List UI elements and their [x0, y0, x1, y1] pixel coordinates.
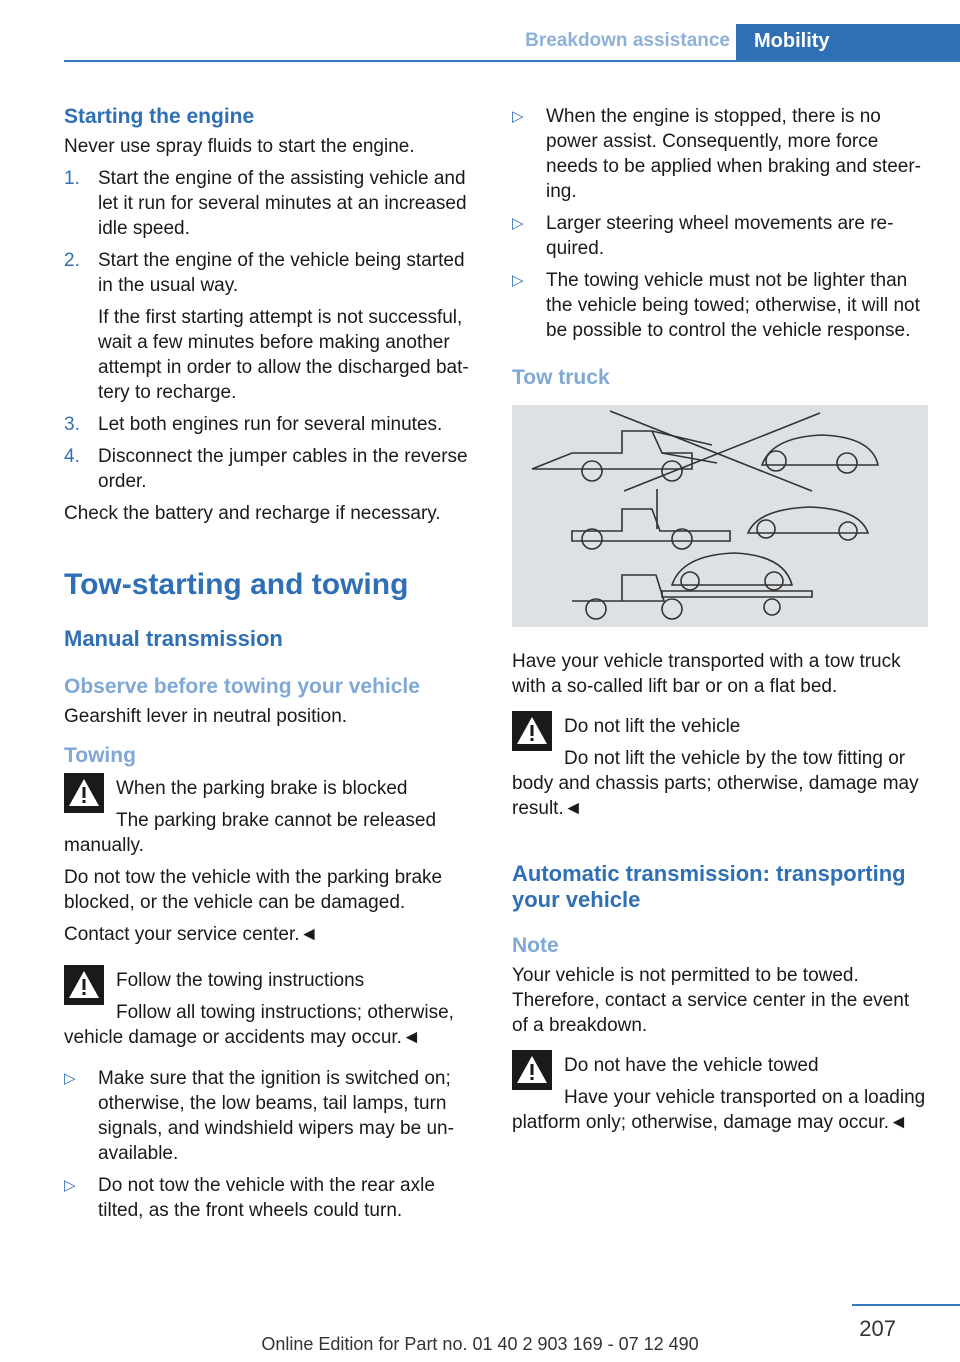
list-item: 4. Disconnect the jumper cables in the reverse order.	[64, 446, 468, 492]
triangle-bullet-icon: ▷	[512, 272, 524, 289]
header-rule	[64, 60, 960, 62]
warning-parking-brake	[64, 773, 480, 858]
warning-icon	[512, 711, 552, 751]
page-header	[64, 24, 960, 62]
triangle-bullet-icon: ▷	[64, 1070, 76, 1087]
footer-rule	[852, 1304, 960, 1306]
warning-do-not-tow	[512, 1050, 928, 1135]
warning-towing-instructions	[64, 965, 480, 1050]
header-chapter-tab: Mobility	[736, 24, 960, 60]
triangle-bullet-icon: ▷	[512, 215, 524, 232]
warning-title: Follow the towing instructions	[116, 970, 365, 991]
left-column	[64, 104, 480, 1230]
header-section-title: Breakdown assistance	[525, 30, 730, 51]
paragraph: Do not tow the vehicle with the parking brake blocked, or the vehicle can be damaged.	[64, 867, 443, 913]
page-number: 207	[859, 1316, 896, 1341]
warning-title: Do not have the vehicle towed	[564, 1055, 819, 1076]
warning-icon	[64, 965, 104, 1005]
list-item: ▷ Larger steering wheel movements are re-quired.	[512, 213, 894, 259]
footer-edition: Online Edition for Part no. 01 40 2 903 169 - 07 12 490	[261, 1334, 699, 1354]
starting-steps-list	[64, 166, 480, 494]
starting-engine-heading: Starting the engine	[64, 105, 255, 128]
tow-starting-heading: Tow-starting and towing	[64, 568, 409, 601]
manual-transmission-heading: Manual transmission	[64, 626, 283, 651]
right-column	[512, 104, 928, 1142]
battery-check-text: Check the battery and recharge if necessary.	[64, 503, 441, 524]
list-item: 1. Start the engine of the assisting vehicle and let it run for several minutes at an increased idle speed.	[64, 168, 467, 239]
tow-truck-heading: Tow truck	[512, 366, 610, 389]
list-item: 3. Let both engines run for several minutes.	[64, 414, 443, 435]
list-item: ▷ Make sure that the ignition is switched on; otherwise, the low beams, tail lamps, turn signals, and windshield wipers may be un-available.	[64, 1068, 454, 1164]
observe-text: Gearshift lever in neutral position.	[64, 706, 348, 727]
towing-heading: Towing	[64, 744, 136, 767]
towing-bullets-cont	[512, 104, 928, 343]
list-item: ▷ Do not tow the vehicle with the rear axle tilted, as the front wheels could turn.	[64, 1175, 435, 1221]
warning-text: Do not lift the vehicle by the tow fitting or body and chassis parts; otherwise, damage may result.◄	[512, 748, 919, 819]
warning-title: When the parking brake is blocked	[116, 778, 408, 799]
warning-text: Follow all towing instructions; otherwise, vehicle damage or accidents may occur.◄	[64, 1002, 454, 1048]
triangle-bullet-icon: ▷	[64, 1177, 76, 1194]
list-item: ▷ The towing vehicle must not be lighter than the vehicle being towed; otherwise, it will not be possible to control the vehicle response.	[512, 270, 920, 341]
note-heading: Note	[512, 934, 559, 957]
warning-text: Have your vehicle transported on a loading platform only; otherwise, damage may occur.◄	[512, 1087, 926, 1133]
note-text: Your vehicle is not permitted to be towed. Therefore, contact a service center in the event of a breakdown.	[512, 965, 910, 1036]
warning-do-not-lift	[512, 711, 928, 821]
automatic-transmission-heading: Automatic transmission: transporting your vehicle	[512, 861, 906, 912]
tow-truck-drawing	[512, 405, 928, 627]
paragraph: Contact your service center.◄	[64, 924, 319, 945]
tow-truck-text: Have your vehicle transported with a tow truck with a so-called lift bar or on a flat bed.	[512, 651, 901, 697]
starting-intro: Never use spray fluids to start the engine.	[64, 136, 415, 157]
list-item: 2. Start the engine of the vehicle being started in the usual way. If the first starting attempt is not successful, wait a few minutes before making another attempt in order to allow the discharged bat-tery to recharge.	[64, 250, 469, 403]
list-item: ▷ When the engine is stopped, there is no power assist. Consequently, more force needs to be applied when braking and steer-ing.	[512, 106, 921, 202]
observe-heading: Observe before towing your vehicle	[64, 675, 420, 698]
tow-truck-illustration	[512, 405, 928, 627]
triangle-bullet-icon: ▷	[512, 108, 524, 125]
warning-icon	[512, 1050, 552, 1090]
towing-bullets	[64, 1066, 480, 1223]
warning-text: The parking brake cannot be released manually.	[64, 810, 437, 856]
warning-title: Do not lift the vehicle	[564, 716, 741, 737]
warning-icon	[64, 773, 104, 813]
